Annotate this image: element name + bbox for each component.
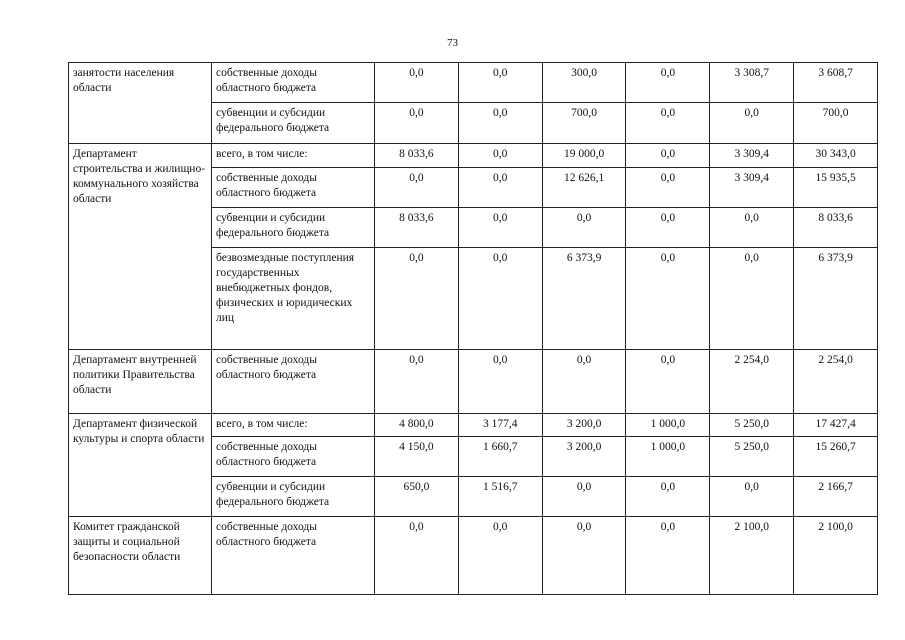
value-cell: 3 177,4 [458, 414, 542, 437]
value-cell: 0,0 [626, 144, 710, 168]
value-cell: 1 516,7 [458, 477, 542, 517]
value-cell: 300,0 [542, 63, 626, 103]
value-cell: 0,0 [458, 350, 542, 414]
value-cell: 700,0 [542, 103, 626, 144]
table-row [69, 414, 878, 437]
value-cell: 0,0 [542, 208, 626, 248]
funding-source-cell: собственные доходы областного бюджета [212, 350, 375, 414]
value-cell: 3 308,7 [710, 63, 794, 103]
value-cell: 6 373,9 [542, 248, 626, 350]
value-cell: 1 000,0 [626, 437, 710, 477]
total-cell: 2 254,0 [794, 350, 878, 414]
value-cell: 0,0 [375, 248, 459, 350]
value-cell: 12 626,1 [542, 168, 626, 208]
organization-cell: Комитет гражданской защиты и социальной безопасности области [69, 517, 212, 595]
value-cell: 0,0 [375, 103, 459, 144]
value-cell: 19 000,0 [542, 144, 626, 168]
value-cell: 4 800,0 [375, 414, 459, 437]
value-cell: 0,0 [626, 477, 710, 517]
value-cell: 5 250,0 [710, 437, 794, 477]
value-cell: 1 000,0 [626, 414, 710, 437]
value-cell: 5 250,0 [710, 414, 794, 437]
total-cell: 2 166,7 [794, 477, 878, 517]
value-cell: 4 150,0 [375, 437, 459, 477]
total-cell: 2 100,0 [794, 517, 878, 595]
funding-source-cell: всего, в том числе: [212, 414, 375, 437]
organization-cell: Департамент строительства и жилищно-коммунального хозяйства области [69, 144, 212, 350]
value-cell: 1 660,7 [458, 437, 542, 477]
value-cell: 0,0 [458, 517, 542, 595]
value-cell: 0,0 [375, 168, 459, 208]
value-cell: 2 254,0 [710, 350, 794, 414]
funding-source-cell: всего, в том числе: [212, 144, 375, 168]
value-cell: 0,0 [458, 63, 542, 103]
value-cell: 3 200,0 [542, 437, 626, 477]
value-cell: 8 033,6 [375, 208, 459, 248]
value-cell: 0,0 [542, 350, 626, 414]
total-cell: 15 935,5 [794, 168, 878, 208]
funding-source-cell: субвенции и субсидии федерального бюджета [212, 477, 375, 517]
table-row [69, 63, 878, 103]
value-cell: 3 309,4 [710, 144, 794, 168]
funding-source-cell: субвенции и субсидии федерального бюджета [212, 103, 375, 144]
value-cell: 3 200,0 [542, 414, 626, 437]
total-cell: 700,0 [794, 103, 878, 144]
value-cell: 0,0 [458, 208, 542, 248]
value-cell: 650,0 [375, 477, 459, 517]
value-cell: 0,0 [626, 517, 710, 595]
value-cell: 0,0 [626, 103, 710, 144]
table-row [69, 144, 878, 168]
value-cell: 0,0 [375, 63, 459, 103]
value-cell: 0,0 [710, 208, 794, 248]
table-row [69, 517, 878, 595]
total-cell: 3 608,7 [794, 63, 878, 103]
value-cell: 0,0 [710, 477, 794, 517]
value-cell: 0,0 [375, 350, 459, 414]
total-cell: 8 033,6 [794, 208, 878, 248]
page-number: 73 [447, 37, 458, 49]
value-cell: 0,0 [458, 103, 542, 144]
value-cell: 0,0 [710, 103, 794, 144]
value-cell: 2 100,0 [710, 517, 794, 595]
value-cell: 0,0 [626, 248, 710, 350]
funding-source-cell: субвенции и субсидии федерального бюджета [212, 208, 375, 248]
value-cell: 0,0 [458, 168, 542, 208]
value-cell: 0,0 [542, 477, 626, 517]
value-cell: 0,0 [375, 517, 459, 595]
total-cell: 15 260,7 [794, 437, 878, 477]
value-cell: 0,0 [626, 208, 710, 248]
value-cell: 8 033,6 [375, 144, 459, 168]
table-row [69, 350, 878, 414]
funding-source-cell: собственные доходы областного бюджета [212, 63, 375, 103]
value-cell: 0,0 [626, 350, 710, 414]
funding-source-cell: собственные доходы областного бюджета [212, 437, 375, 477]
total-cell: 6 373,9 [794, 248, 878, 350]
value-cell: 0,0 [542, 517, 626, 595]
value-cell: 0,0 [458, 248, 542, 350]
value-cell: 3 309,4 [710, 168, 794, 208]
total-cell: 17 427,4 [794, 414, 878, 437]
value-cell: 0,0 [710, 248, 794, 350]
funding-source-cell: собственные доходы областного бюджета [212, 517, 375, 595]
funding-source-cell: безвозмездные поступления государственных внебюджетных фондов, физических и юридических лиц [212, 248, 375, 350]
budget-table [68, 62, 878, 595]
value-cell: 0,0 [458, 144, 542, 168]
funding-source-cell: собственные доходы областного бюджета [212, 168, 375, 208]
value-cell: 0,0 [626, 63, 710, 103]
organization-cell: занятости населения области [69, 63, 212, 144]
value-cell: 0,0 [626, 168, 710, 208]
total-cell: 30 343,0 [794, 144, 878, 168]
organization-cell: Департамент физической культуры и спорта области [69, 414, 212, 517]
organization-cell: Департамент внутренней политики Правительства области [69, 350, 212, 414]
